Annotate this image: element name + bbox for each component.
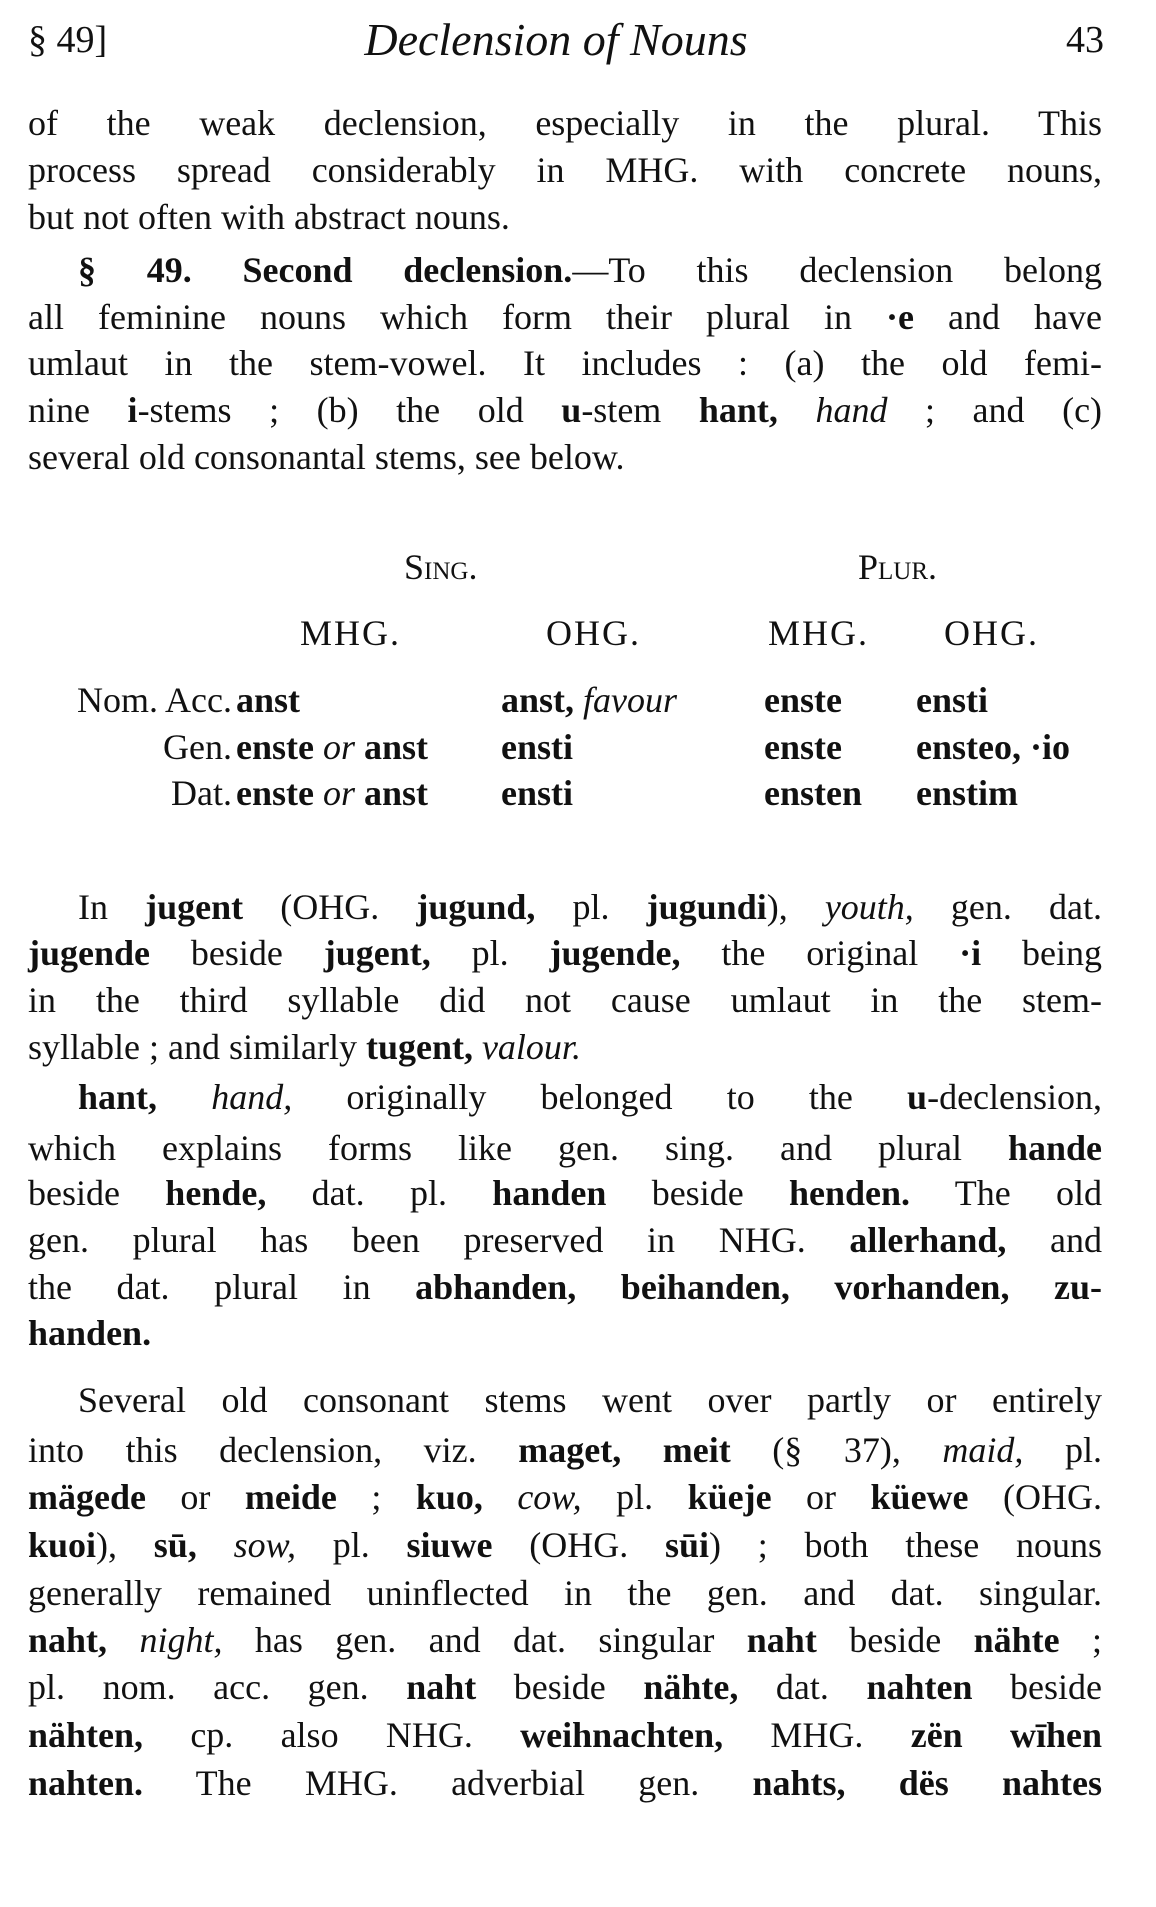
bold-term: abhanden, beihanden, vorhanden, zu- xyxy=(415,1267,1103,1307)
text-run: several old consonantal stems, see below. xyxy=(28,437,625,477)
bold-term: kuoi xyxy=(28,1525,97,1565)
text-run: beside xyxy=(150,933,324,973)
bold-term: anst, xyxy=(501,680,575,720)
text-run xyxy=(107,1620,139,1660)
text-run: -stems ; (b) the old xyxy=(137,390,562,430)
text-run: the original xyxy=(680,933,960,973)
text-run: ), xyxy=(766,887,825,927)
sg-mhg-form xyxy=(236,770,428,816)
italic-gloss: night, xyxy=(139,1620,223,1660)
text-run: beside xyxy=(816,1620,974,1660)
text-line xyxy=(28,977,1102,1023)
text-run: (OHG. xyxy=(243,887,417,927)
text-run: (OHG. xyxy=(492,1525,665,1565)
text-run: -declension, xyxy=(927,1077,1103,1117)
text-line xyxy=(28,100,1102,146)
text-run: ; xyxy=(336,1477,416,1517)
text-run: In xyxy=(78,887,146,927)
text-run xyxy=(197,1525,234,1565)
bold-term: küewe xyxy=(870,1477,969,1517)
text-run: pl. xyxy=(581,1477,688,1517)
text-run: gen. plural has been preserved in NHG. xyxy=(28,1220,850,1260)
text-line xyxy=(28,1760,1102,1806)
col-header-pl-ohg: OHG. xyxy=(944,613,1039,653)
bold-term: meide xyxy=(244,1477,337,1517)
col-header-sg-mhg: MHG. xyxy=(300,613,402,653)
text-run: beside xyxy=(972,1667,1103,1707)
bold-term: siuwe xyxy=(406,1525,493,1565)
text-line xyxy=(28,1264,1102,1310)
col-header-sg-ohg: OHG. xyxy=(546,613,641,653)
pl-ohg-form: enstim xyxy=(916,773,1018,813)
italic-gloss: or xyxy=(313,727,364,767)
bold-term: u xyxy=(561,390,582,430)
text-run: ; and (c) xyxy=(887,390,1103,430)
bold-term: maget, meit xyxy=(518,1430,731,1470)
bold-term: sūi xyxy=(664,1525,710,1565)
page-number: 43 xyxy=(1066,19,1104,61)
italic-gloss: sow, xyxy=(233,1525,296,1565)
text-run: syllable ; and similarly xyxy=(28,1027,366,1067)
text-run: pl. xyxy=(430,933,550,973)
bold-term: i xyxy=(127,390,138,430)
text-run: all feminine nouns which form their plural in xyxy=(28,297,887,337)
bold-term: nahten. xyxy=(28,1763,144,1803)
bold-term: anst xyxy=(364,773,429,813)
text-run: pl. xyxy=(1023,1430,1102,1470)
bold-term: mägede xyxy=(28,1477,146,1517)
text-run: —To this declension belong xyxy=(572,250,1102,290)
section-marker: § 49] xyxy=(28,19,108,61)
header-singular: Sing. xyxy=(404,547,478,587)
text-run xyxy=(483,1477,517,1517)
text-run: pl. nom. acc. gen. xyxy=(28,1667,407,1707)
text-line xyxy=(28,294,1102,340)
text-line xyxy=(28,387,1102,433)
bold-term: jugent, xyxy=(323,933,431,973)
text-run: in the third syllable did not cause umlaut in the stem- xyxy=(28,980,1102,1020)
text-run xyxy=(778,390,816,430)
italic-gloss: cow, xyxy=(517,1477,582,1517)
text-run: process spread considerably in MHG. with concrete nouns, xyxy=(28,150,1102,190)
bold-term: hant, xyxy=(698,390,778,430)
text-run: beside xyxy=(606,1173,789,1213)
sg-mhg-form xyxy=(236,677,300,723)
bold-term: ·i xyxy=(959,933,982,973)
bold-term: sū, xyxy=(153,1525,197,1565)
text-line xyxy=(28,1024,1102,1070)
text-run: pl. xyxy=(535,887,647,927)
bold-term: jugund, xyxy=(416,887,536,927)
text-run: beside xyxy=(28,1173,166,1213)
text-run: generally remained uninflected in the gen. and dat. singular. xyxy=(28,1573,1102,1613)
text-run: or xyxy=(771,1477,871,1517)
text-run: ), xyxy=(96,1525,154,1565)
pl-mhg-form: enste xyxy=(764,680,842,720)
text-run xyxy=(473,1027,482,1067)
text-run: and have xyxy=(914,297,1102,337)
text-run: ) ; both these nouns xyxy=(709,1525,1103,1565)
bold-term: § 49. Second declension. xyxy=(78,250,573,290)
italic-gloss: valour. xyxy=(481,1027,581,1067)
text-run: and xyxy=(1006,1220,1102,1260)
text-run: -stem xyxy=(581,390,699,430)
text-run: beside xyxy=(476,1667,644,1707)
text-run: has gen. and dat. singular xyxy=(222,1620,747,1660)
italic-gloss: maid, xyxy=(942,1430,1024,1470)
text-line xyxy=(28,1522,1102,1568)
text-line xyxy=(28,1310,1102,1356)
bold-term: naht, xyxy=(28,1620,108,1660)
bold-term: u xyxy=(907,1077,928,1117)
bold-term: weihnachten, xyxy=(520,1715,724,1755)
text-line xyxy=(28,340,1102,386)
text-run: The old xyxy=(910,1173,1103,1213)
italic-gloss: hand, xyxy=(211,1077,293,1117)
bold-term: ensti xyxy=(501,727,573,767)
text-run: pl. xyxy=(295,1525,407,1565)
text-line xyxy=(78,247,1102,293)
sg-mhg-form xyxy=(236,724,428,770)
header-plural: Plur. xyxy=(858,547,938,587)
bold-term: enste xyxy=(236,727,314,767)
bold-term: naht xyxy=(746,1620,817,1660)
bold-term: ·e xyxy=(886,297,915,337)
text-line xyxy=(28,1217,1102,1263)
text-line xyxy=(28,194,1102,240)
text-run: umlaut in the stem-vowel. It includes : (a) the old femi- xyxy=(28,343,1102,383)
running-title: Declension of Nouns xyxy=(364,14,748,65)
bold-term: nahts, dës nahtes xyxy=(752,1763,1102,1803)
bold-term: tugent, xyxy=(365,1027,473,1067)
sg-ohg-form xyxy=(501,724,573,770)
italic-gloss: hand xyxy=(815,390,888,430)
text-run: (§ 37), xyxy=(730,1430,943,1470)
bold-term: hant, xyxy=(78,1077,158,1117)
text-run: or xyxy=(145,1477,245,1517)
sg-ohg-form xyxy=(501,677,677,723)
bold-term: hande xyxy=(1007,1128,1102,1168)
pl-ohg-form: ensteo, ·io xyxy=(916,727,1070,767)
text-run: nine xyxy=(28,390,128,430)
text-line xyxy=(28,1664,1102,1710)
col-header-pl-mhg: MHG. xyxy=(768,613,870,653)
text-run: which explains forms like gen. sing. and plural xyxy=(28,1128,1008,1168)
italic-gloss: or xyxy=(313,773,364,813)
text-line xyxy=(28,1427,1102,1473)
text-run: MHG. xyxy=(723,1715,911,1755)
text-run: of the weak declension, especially in the plural. This xyxy=(28,103,1102,143)
case-label: Nom. Acc. xyxy=(77,680,232,720)
case-label: Dat. xyxy=(171,773,232,813)
text-run: the dat. plural in xyxy=(28,1267,416,1307)
bold-term: enste xyxy=(236,773,314,813)
pl-mhg-form: ensten xyxy=(764,773,862,813)
text-line xyxy=(28,147,1102,193)
text-run: The MHG. adverbial gen. xyxy=(143,1763,753,1803)
bold-term: nahten xyxy=(866,1667,973,1707)
italic-gloss: favour xyxy=(574,680,678,720)
bold-term: jugende xyxy=(28,933,151,973)
text-run: (OHG. xyxy=(968,1477,1102,1517)
text-line xyxy=(78,1377,1102,1423)
sg-ohg-form xyxy=(501,770,573,816)
text-run: dat. pl. xyxy=(266,1173,493,1213)
text-line xyxy=(28,1570,1102,1616)
bold-term: küeje xyxy=(687,1477,772,1517)
italic-gloss: youth, xyxy=(824,887,914,927)
text-line xyxy=(28,1712,1102,1758)
text-run: ; xyxy=(1059,1620,1103,1660)
text-line xyxy=(78,884,1102,930)
pl-mhg-form: enste xyxy=(764,727,842,767)
bold-term: anst xyxy=(364,727,429,767)
bold-term: nähte xyxy=(973,1620,1060,1660)
bold-term: handen xyxy=(492,1173,607,1213)
pl-ohg-form: ensti xyxy=(916,680,988,720)
text-run: but not often with abstract nouns. xyxy=(28,197,510,237)
bold-term: jugent xyxy=(145,887,244,927)
bold-term: ensti xyxy=(501,773,573,813)
text-run xyxy=(157,1077,211,1117)
text-run: cp. also NHG. xyxy=(143,1715,521,1755)
text-run: originally belonged to the xyxy=(292,1077,908,1117)
text-line xyxy=(28,1125,1102,1171)
bold-term: anst xyxy=(236,680,301,720)
bold-term: handen. xyxy=(28,1313,152,1353)
bold-term: hende, xyxy=(165,1173,267,1213)
bold-term: nähte, xyxy=(643,1667,739,1707)
text-run: gen. dat. xyxy=(913,887,1102,927)
text-line xyxy=(28,1474,1102,1520)
bold-term: allerhand, xyxy=(849,1220,1007,1260)
bold-term: kuo, xyxy=(415,1477,483,1517)
bold-term: jugende, xyxy=(549,933,681,973)
bold-term: henden. xyxy=(789,1173,911,1213)
text-run: dat. xyxy=(738,1667,867,1707)
text-run: into this declension, viz. xyxy=(28,1430,519,1470)
text-run: being xyxy=(981,933,1102,973)
text-line xyxy=(28,1617,1102,1663)
text-line xyxy=(78,1074,1102,1120)
text-line xyxy=(28,930,1102,976)
text-run: Several old consonant stems went over partly or entirely xyxy=(78,1380,1102,1420)
case-label: Gen. xyxy=(163,727,232,767)
bold-term: zën wīhen xyxy=(910,1715,1102,1755)
bold-term: naht xyxy=(406,1667,477,1707)
bold-term: nähten, xyxy=(28,1715,144,1755)
text-line xyxy=(28,434,1102,480)
text-line xyxy=(28,1170,1102,1216)
bold-term: jugundi xyxy=(646,887,767,927)
